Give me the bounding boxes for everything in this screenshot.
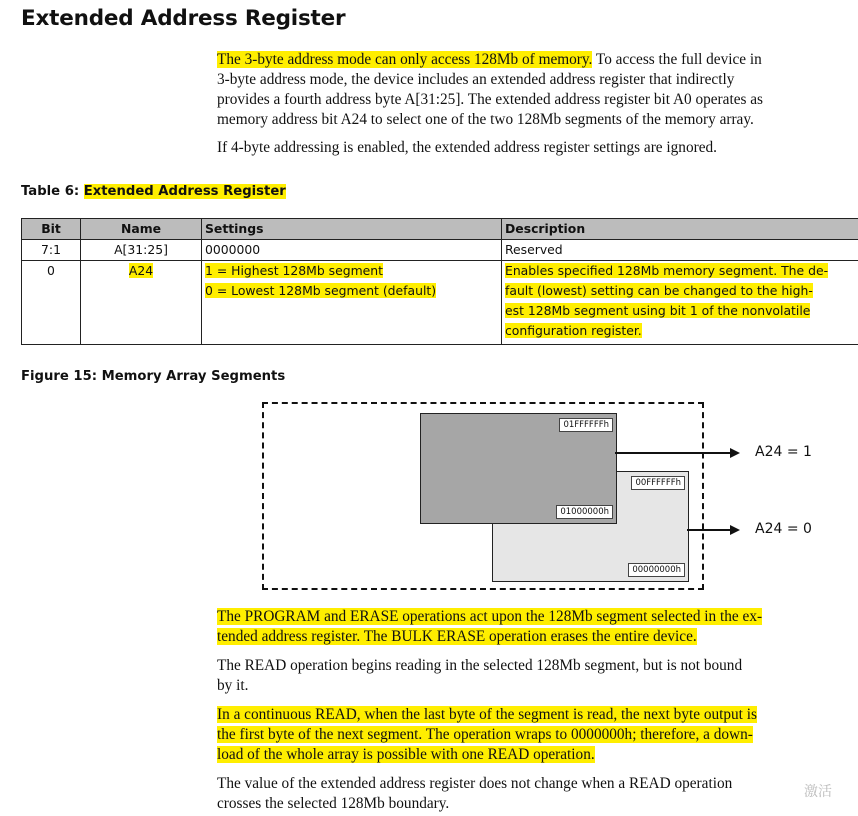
cell-description: Enables specified 128Mb memory segment. The de- fault (lowest) setting can be changed to the high- est 128Mb segment using bit 1 of the nonvolatile configuration register. xyxy=(502,261,858,345)
cell-bit: 0 xyxy=(22,261,81,345)
program-erase-paragraph: The PROGRAM and ERASE operations act upon the 128Mb segment selected in the ex- tended address register. The BULK ERASE operation erases the entire device. xyxy=(217,608,763,645)
cell-bit: 7:1 xyxy=(22,240,81,261)
boundary-paragraph: The value of the extended address register does not change when a READ operation crosses the selected 128Mb boundary. xyxy=(217,775,733,812)
cell-settings: 0000000 xyxy=(202,240,502,261)
cell-settings: 1 = Highest 128Mb segment 0 = Lowest 128Mb segment (default) xyxy=(202,261,502,345)
arrow-a24-1-line xyxy=(615,452,732,454)
arrow-a24-1-head xyxy=(730,448,740,458)
arrow-a24-0-label: A24 = 0 xyxy=(755,521,812,537)
table-row xyxy=(22,240,858,261)
header-settings: Settings xyxy=(202,219,502,240)
arrow-a24-0-head xyxy=(730,525,740,535)
memory-array-figure xyxy=(262,402,704,590)
addressing-note: If 4-byte addressing is enabled, the extended address register settings are ignored. xyxy=(217,139,717,156)
cell-name: A[31:25] xyxy=(81,240,202,261)
upper-bottom-address: 01000000h xyxy=(556,505,613,519)
cell-description: Reserved xyxy=(502,240,858,261)
figure-caption: Figure 15: Memory Array Segments xyxy=(21,369,286,384)
page-title: Extended Address Register xyxy=(21,6,346,31)
watermark: 激活 xyxy=(804,784,832,800)
intro-highlight: The 3-byte address mode can only access 128Mb of memory. xyxy=(217,51,593,68)
lower-bottom-address: 00000000h xyxy=(628,563,685,577)
cell-name: A24 xyxy=(81,261,202,345)
arrow-a24-1-label: A24 = 1 xyxy=(755,444,812,460)
header-name: Name xyxy=(81,219,202,240)
arrow-a24-0-line xyxy=(687,529,732,531)
intro-paragraph: The 3-byte address mode can only access 128Mb of memory. To access the full device in 3-byte address mode, the device includes an extended address register that indirectly provides a fourth address byte A[31:25]. The extended address register bit A0 operates as memory address bit A24 to select one of the two 128Mb segments of the memory array. xyxy=(217,51,764,128)
upper-top-address: 01FFFFFFh xyxy=(559,418,613,432)
table-caption: Table 6: Extended Address Register xyxy=(21,184,286,199)
table-row xyxy=(22,261,858,345)
header-description: Description xyxy=(502,219,858,240)
register-table xyxy=(21,218,858,345)
upper-segment xyxy=(420,413,617,524)
continuous-read-paragraph: In a continuous READ, when the last byte of the segment is read, the next byte output is the first byte of the next segment. The operation wraps to 0000000h; therefore, a down- load of the whole array is possible with one READ operation. xyxy=(217,706,757,763)
lower-top-address: 00FFFFFFh xyxy=(631,476,685,490)
read-paragraph: The READ operation begins reading in the selected 128Mb segment, but is not bound by it. xyxy=(217,657,743,694)
header-bit: Bit xyxy=(22,219,81,240)
table-header-row xyxy=(22,219,858,240)
